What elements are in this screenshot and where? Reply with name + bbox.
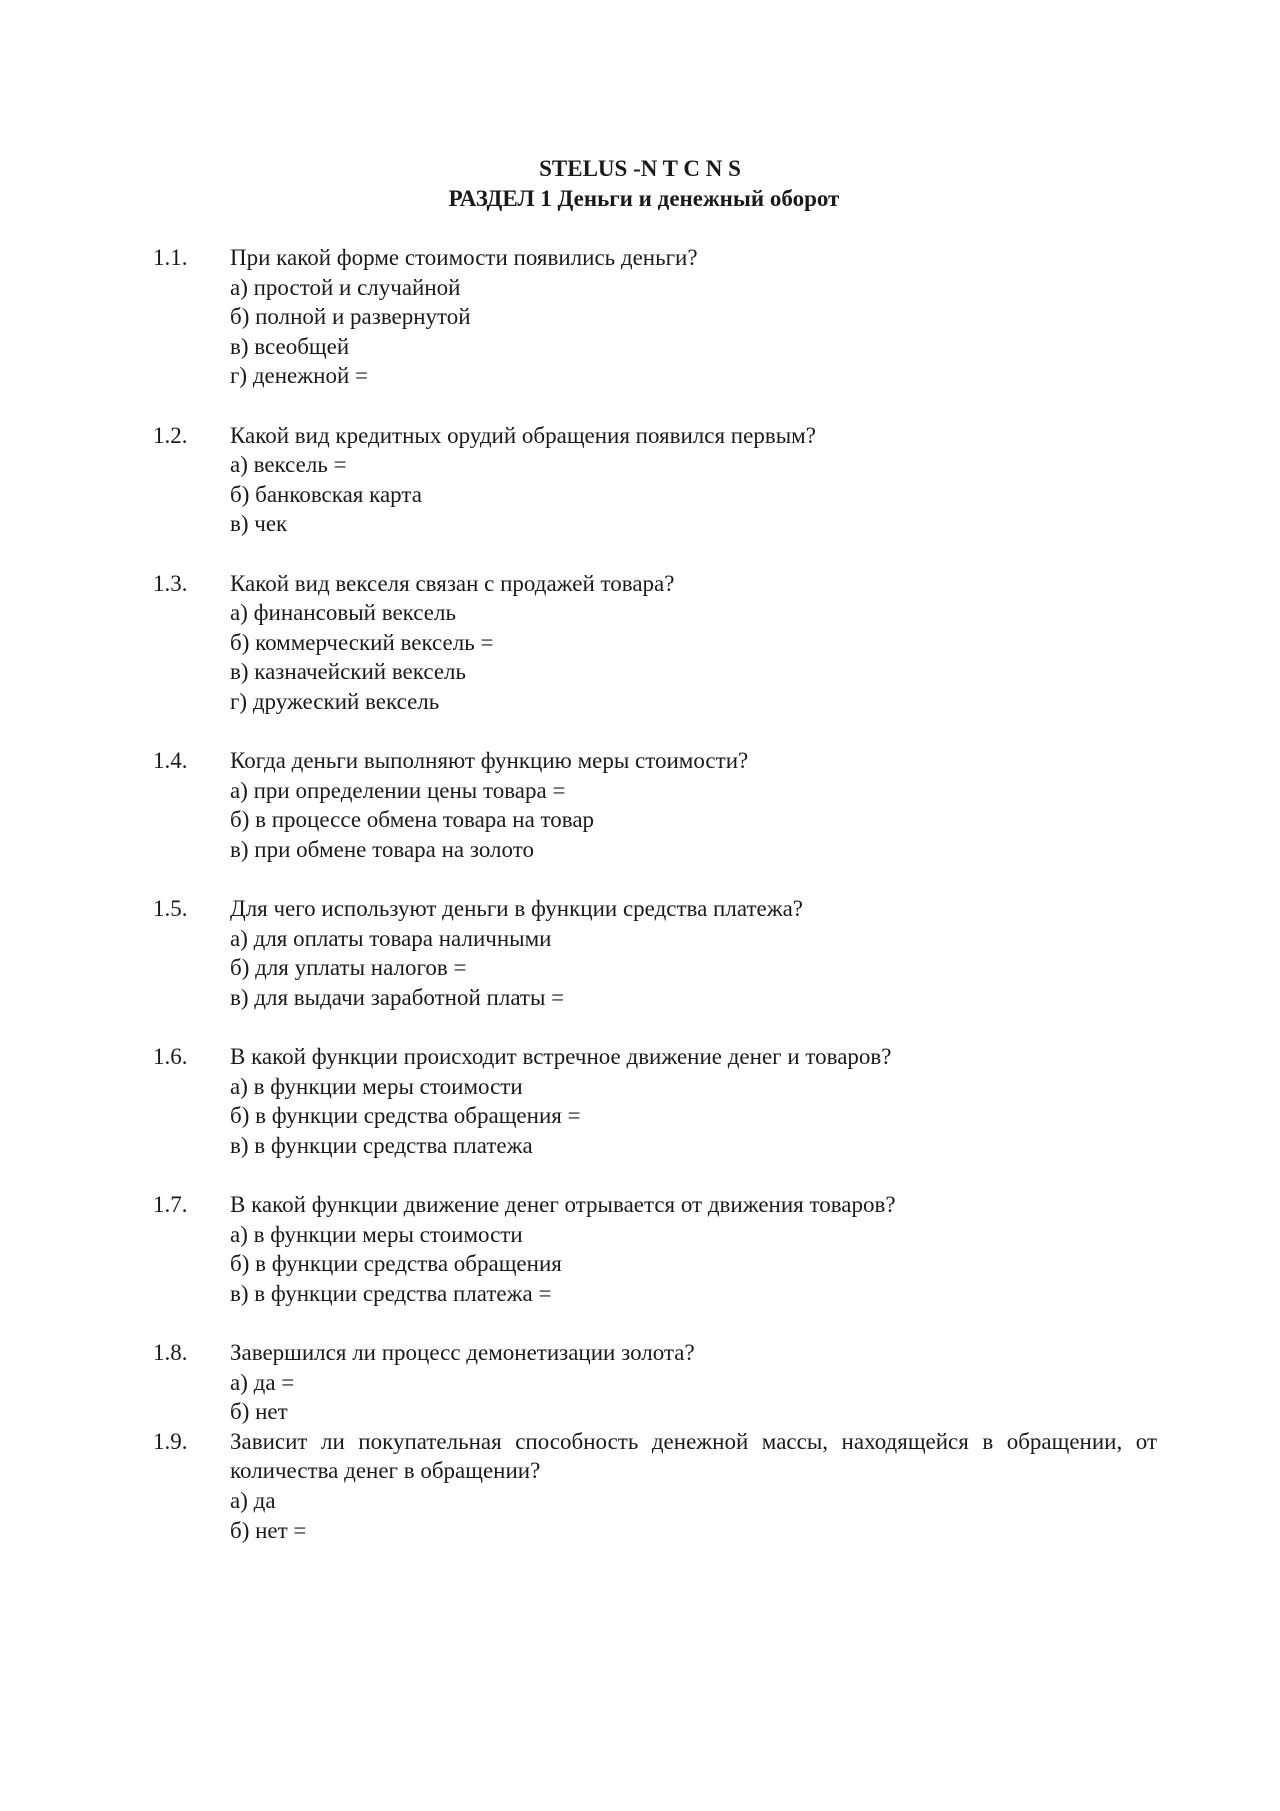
question-number: 1.8. [153,1339,188,1365]
question-text: Для чего используют деньги в функции средства платежа? [230,896,804,922]
question-number: 1.1. [153,245,188,270]
question-body [230,569,1157,717]
question-number: 1.5. [153,896,188,922]
question-text: При какой форме стоимости появились деньги? [230,245,698,270]
question-text: В какой функции движение денег отрывается от движения товаров? [230,1192,896,1217]
question-1-2 [0,421,1280,539]
answer-option: а) да [230,1487,276,1513]
document-header [0,154,1280,214]
question-number: 1.7. [153,1192,188,1217]
question-body [230,894,1157,1012]
answer-option: б) в процессе обмена товара на товар [230,807,595,833]
answer-option: в) в функции средства платежа = [230,1280,552,1306]
question-text: Какой вид кредитных орудий обращения появился первым? [230,422,816,448]
answer-option: б) банковская карта [230,481,422,507]
answer-option: в) в функции средства платежа [230,1132,533,1158]
answer-option: б) в функции средства обращения [230,1251,562,1277]
answer-option: а) вексель = [230,452,347,478]
question-1-5 [0,894,1280,1012]
answer-option: б) в функции средства обращения = [230,1103,581,1129]
answer-option: а) при определении цены товара = [230,777,566,803]
answer-option: в) при обмене товара на золото [230,836,534,862]
answer-option: б) нет [230,1399,288,1425]
question-body [230,1338,1157,1427]
answer-option: в) чек [230,511,288,537]
answer-option: б) коммерческий вексель = [230,629,494,655]
question-text: Когда деньги выполняют функцию меры стоимости? [230,748,749,774]
question-1-4 [0,746,1280,864]
question-1-8 [0,1338,1280,1427]
question-text: В какой функции происходит встречное движение денег и товаров? [230,1044,892,1070]
question-body [230,746,1157,864]
question-text: Зависит ли покупательная способность денежной массы, находящейся в обращении, от количества денег в обращении? [230,1428,1157,1484]
question-1-7 [0,1190,1280,1308]
answer-option: а) для оплаты товара наличными [230,925,552,951]
question-body [230,1427,1157,1545]
question-number: 1.2. [153,422,188,448]
question-number: 1.4. [153,748,188,774]
question-1-6 [0,1042,1280,1160]
document-title: STELUS -N T C N S [539,156,741,181]
answer-option: б) для уплаты налогов = [230,955,467,981]
question-text: Какой вид векселя связан с продажей товара? [230,570,675,596]
answer-option: а) в функции меры стоимости [230,1073,523,1099]
answer-option: в) для выдачи заработной платы = [230,984,565,1010]
question-number: 1.3. [153,570,188,596]
answer-option: г) денежной = [230,363,368,389]
answer-option: в) всеобщей [230,333,350,359]
question-number: 1.9. [153,1428,188,1454]
question-number: 1.6. [153,1044,188,1070]
answer-option: а) в функции меры стоимости [230,1221,523,1247]
answer-option: а) да = [230,1369,295,1395]
answer-option: б) нет = [230,1517,307,1543]
question-1-1 [0,243,1280,391]
question-list [0,243,1280,1575]
answer-option: б) полной и развернутой [230,304,471,330]
question-body [230,1042,1157,1160]
answer-option: г) дружеский вексель [230,688,440,714]
answer-option: а) финансовый вексель [230,600,456,626]
section-title: РАЗДЕЛ 1 Деньги и денежный оборот [448,186,840,211]
question-text: Завершился ли процесс демонетизации золота? [230,1339,695,1365]
question-1-9 [0,1427,1280,1545]
question-1-3 [0,569,1280,717]
question-body [230,1190,1157,1308]
answer-option: в) казначейский вексель [230,659,467,685]
question-body [230,421,1157,539]
answer-option: а) простой и случайной [230,274,461,300]
question-body [230,243,1157,391]
